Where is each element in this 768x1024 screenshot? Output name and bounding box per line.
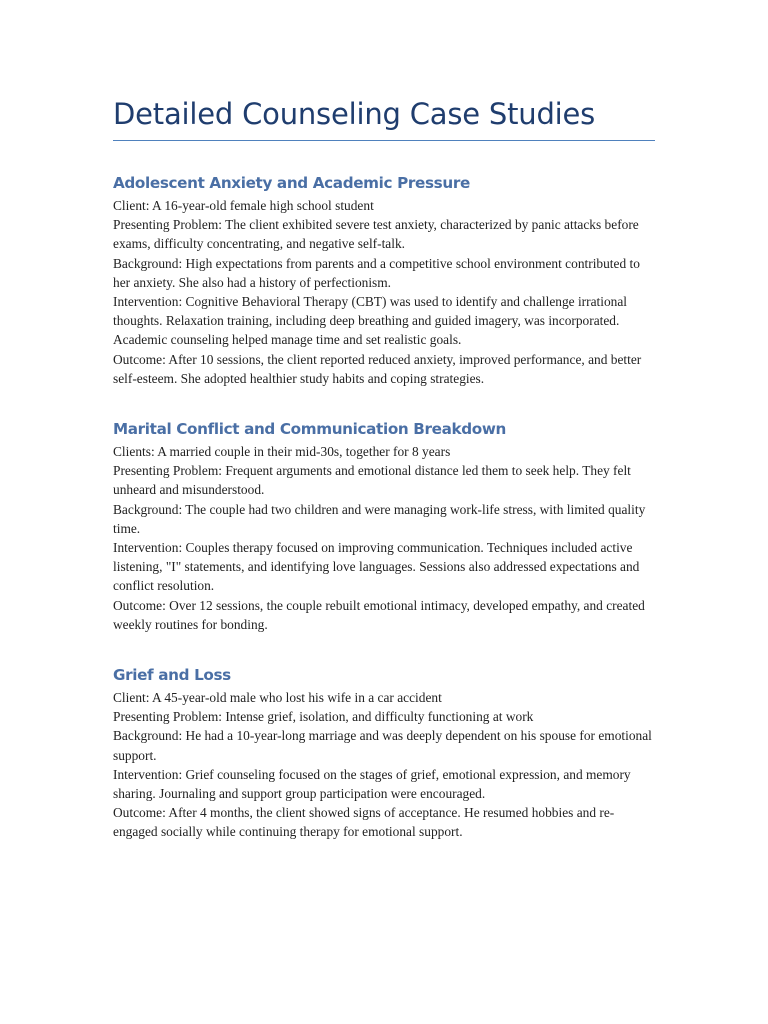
presenting-problem-paragraph: Presenting Problem: Intense grief, isolation, and difficulty functioning at work [113,709,534,725]
outcome-paragraph: Outcome: Over 12 sessions, the couple rebuilt emotional intimacy, developed empathy, and created weekly routines for bonding. [113,597,645,632]
intervention-paragraph: Intervention: Grief counseling focused on the stages of grief, emotional expression, and memory sharing. Journaling and support group participation were encouraged. [113,766,631,802]
background-paragraph: Background: High expectations from parents and a competitive school environment contributed to her anxiety. She also had a history of perfectionism. [113,255,640,290]
intervention-paragraph: Intervention: Cognitive Behavioral Therapy (CBT) was used to identify and challenge irrational thoughts. Relaxation training, including deep breathing and guided imagery, was incorporated. Academic counseling helped manage time and set realistic goals. [113,294,628,348]
client-line: Client: A 45-year-old male who lost his wife in a car accident [113,690,442,706]
section-body [113,196,655,388]
case-study-section [113,419,655,634]
presenting-problem-paragraph: Presenting Problem: Frequent arguments and emotional distance led them to seek help. They felt unheard and misunderstood. [113,463,631,498]
section-heading: Grief and Loss [113,666,231,685]
section-body [113,442,655,634]
title-divider [113,140,655,141]
background-paragraph: Background: The couple had two children and were managing work-life stress, with limited quality time. [113,501,646,536]
page-title: Detailed Counseling Case Studies [113,97,596,131]
section-heading: Marital Conflict and Communication Breakdown [113,420,507,439]
background-paragraph: Background: He had a 10-year-long marriage and was deeply dependent on his spouse for emotional support. [113,728,652,763]
outcome-paragraph: Outcome: After 10 sessions, the client reported reduced anxiety, improved performance, and better self-esteem. She adopted healthier study habits and coping strategies. [113,351,642,386]
presenting-problem-paragraph: Presenting Problem: The client exhibited severe test anxiety, characterized by panic attacks before exams, difficulty concentrating, and negative self-talk. [113,217,639,252]
case-study-section [113,173,655,388]
section-heading: Adolescent Anxiety and Academic Pressure [113,174,470,192]
client-line: Clients: A married couple in their mid-30s, together for 8 years [113,444,451,460]
document-content [113,94,655,842]
case-study-section [113,665,655,842]
client-line: Client: A 16-year-old female high school student [113,198,374,213]
section-body [113,688,655,842]
intervention-paragraph: Intervention: Couples therapy focused on improving communication. Techniques included active listening, "I" statements, and identifying love languages. Sessions also addressed expectations and conflict resolution. [113,540,640,594]
outcome-paragraph: Outcome: After 4 months, the client showed signs of acceptance. He resumed hobbies and re-engaged socially while continuing therapy for emotional support. [113,805,615,840]
